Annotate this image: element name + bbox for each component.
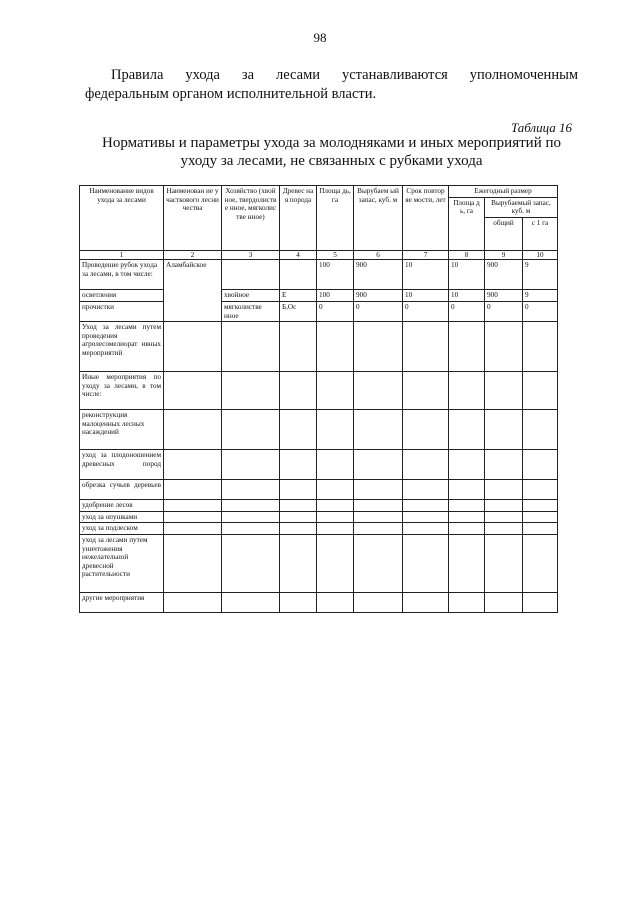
table-label: Таблица 16 <box>510 120 572 135</box>
row-period: 10 <box>403 260 449 290</box>
table-row <box>80 500 558 512</box>
table-row <box>80 480 558 500</box>
row-annual-total: 900 <box>485 290 523 302</box>
header-harvest-volume: Вырубаемый запас, куб. м <box>485 197 558 217</box>
column-number: 4 <box>280 250 317 260</box>
header-volume: Вырубаем ый запас, куб. м <box>354 186 403 251</box>
table-row <box>80 322 558 372</box>
header-type: Наименование видов ухода за лесами <box>80 186 164 251</box>
header-period: Срок повторяе мости, лет <box>403 186 449 251</box>
row-species <box>280 260 317 290</box>
row-volume: 0 <box>354 301 403 321</box>
table-row <box>80 290 558 302</box>
header-per-ha: с 1 га <box>523 217 558 250</box>
row-annual-area: 10 <box>449 260 485 290</box>
row-type-name: удобрение лесов <box>80 500 164 512</box>
column-number: 5 <box>317 250 354 260</box>
row-type-name: реконструкция малоценных лесных насаждений <box>80 410 164 450</box>
row-annual-area: 10 <box>449 290 485 302</box>
row-type-name: Уход за лесами путем проведения агролесомелиорат ивных мероприятий <box>80 322 164 372</box>
table-row <box>80 372 558 410</box>
row-type-name: Иные мероприятия по уходу за лесами, в том числе: <box>80 372 164 410</box>
row-type-name: уход за опушками <box>80 511 164 523</box>
row-type-name: другие мероприятия <box>80 592 164 612</box>
row-period: 0 <box>403 301 449 321</box>
column-number: 10 <box>523 250 558 260</box>
row-type-name: осветления <box>80 290 164 302</box>
row-type-name: прочистки <box>80 301 164 321</box>
table-row <box>80 260 558 290</box>
row-period: 10 <box>403 290 449 302</box>
table-row <box>80 301 558 321</box>
row-area: 100 <box>317 260 354 290</box>
row-type-name: Проведение рубок ухода за лесами, в том числе: <box>80 260 164 290</box>
row-type-name: уход за подлеском <box>80 523 164 535</box>
row-species: Е <box>280 290 317 302</box>
header-annual-size: Ежегодный размер <box>449 186 558 198</box>
row-forestry: Аламбайское <box>164 260 222 322</box>
row-farm: хвойное <box>222 290 280 302</box>
intro-line-2: федеральным органом исполнительной власти. <box>85 86 377 102</box>
row-type-name: обрезка сучьев деревьев <box>80 480 164 500</box>
row-per-ha: 0 <box>523 301 558 321</box>
column-number: 3 <box>222 250 280 260</box>
table-row <box>80 534 558 592</box>
table-row <box>80 511 558 523</box>
column-number: 7 <box>403 250 449 260</box>
intro-paragraph <box>85 66 578 104</box>
column-number: 9 <box>485 250 523 260</box>
table-row <box>80 410 558 450</box>
table-title-line-2: уходу за лесами, не связанных с рубками ухода <box>180 153 483 169</box>
row-volume: 900 <box>354 260 403 290</box>
header-total: общий <box>485 217 523 250</box>
row-type-name: уход за плодоношением древесных пород <box>80 450 164 480</box>
row-species: Б,Ос <box>280 301 317 321</box>
row-area: 0 <box>317 301 354 321</box>
row-volume: 900 <box>354 290 403 302</box>
column-number: 8 <box>449 250 485 260</box>
intro-line-1: Правила ухода за лесами устанавливаются уполномоченным <box>111 67 578 83</box>
norms-table <box>79 185 558 613</box>
table-row <box>80 592 558 612</box>
row-annual-area: 0 <box>449 301 485 321</box>
header-farm: Хозяйство (хвойное, твердолистве нное, мягколистве нное) <box>222 186 280 251</box>
row-area: 100 <box>317 290 354 302</box>
row-annual-total: 0 <box>485 301 523 321</box>
column-number: 2 <box>164 250 222 260</box>
table-row <box>80 450 558 480</box>
header-area: Площа дь, га <box>317 186 354 251</box>
row-type-name: уход за лесами путем уничтожения нежелательной древесной растительности <box>80 534 164 592</box>
header-forestry: Наименован ие участкового лесничества <box>164 186 222 251</box>
column-number: 1 <box>80 250 164 260</box>
row-annual-total: 900 <box>485 260 523 290</box>
row-per-ha: 9 <box>523 260 558 290</box>
table-row <box>80 523 558 535</box>
row-per-ha: 9 <box>523 290 558 302</box>
column-number: 6 <box>354 250 403 260</box>
header-species: Древес ная порода <box>280 186 317 251</box>
row-farm: мягколистве нное <box>222 301 280 321</box>
page-number: 98 <box>313 30 327 45</box>
table-title <box>85 134 578 170</box>
header-annual-area: Площа дь, га <box>449 197 485 250</box>
column-number-row <box>80 250 558 260</box>
row-farm <box>222 260 280 290</box>
table-title-line-1: Нормативы и параметры ухода за молодняками и иных мероприятий по <box>101 135 561 151</box>
